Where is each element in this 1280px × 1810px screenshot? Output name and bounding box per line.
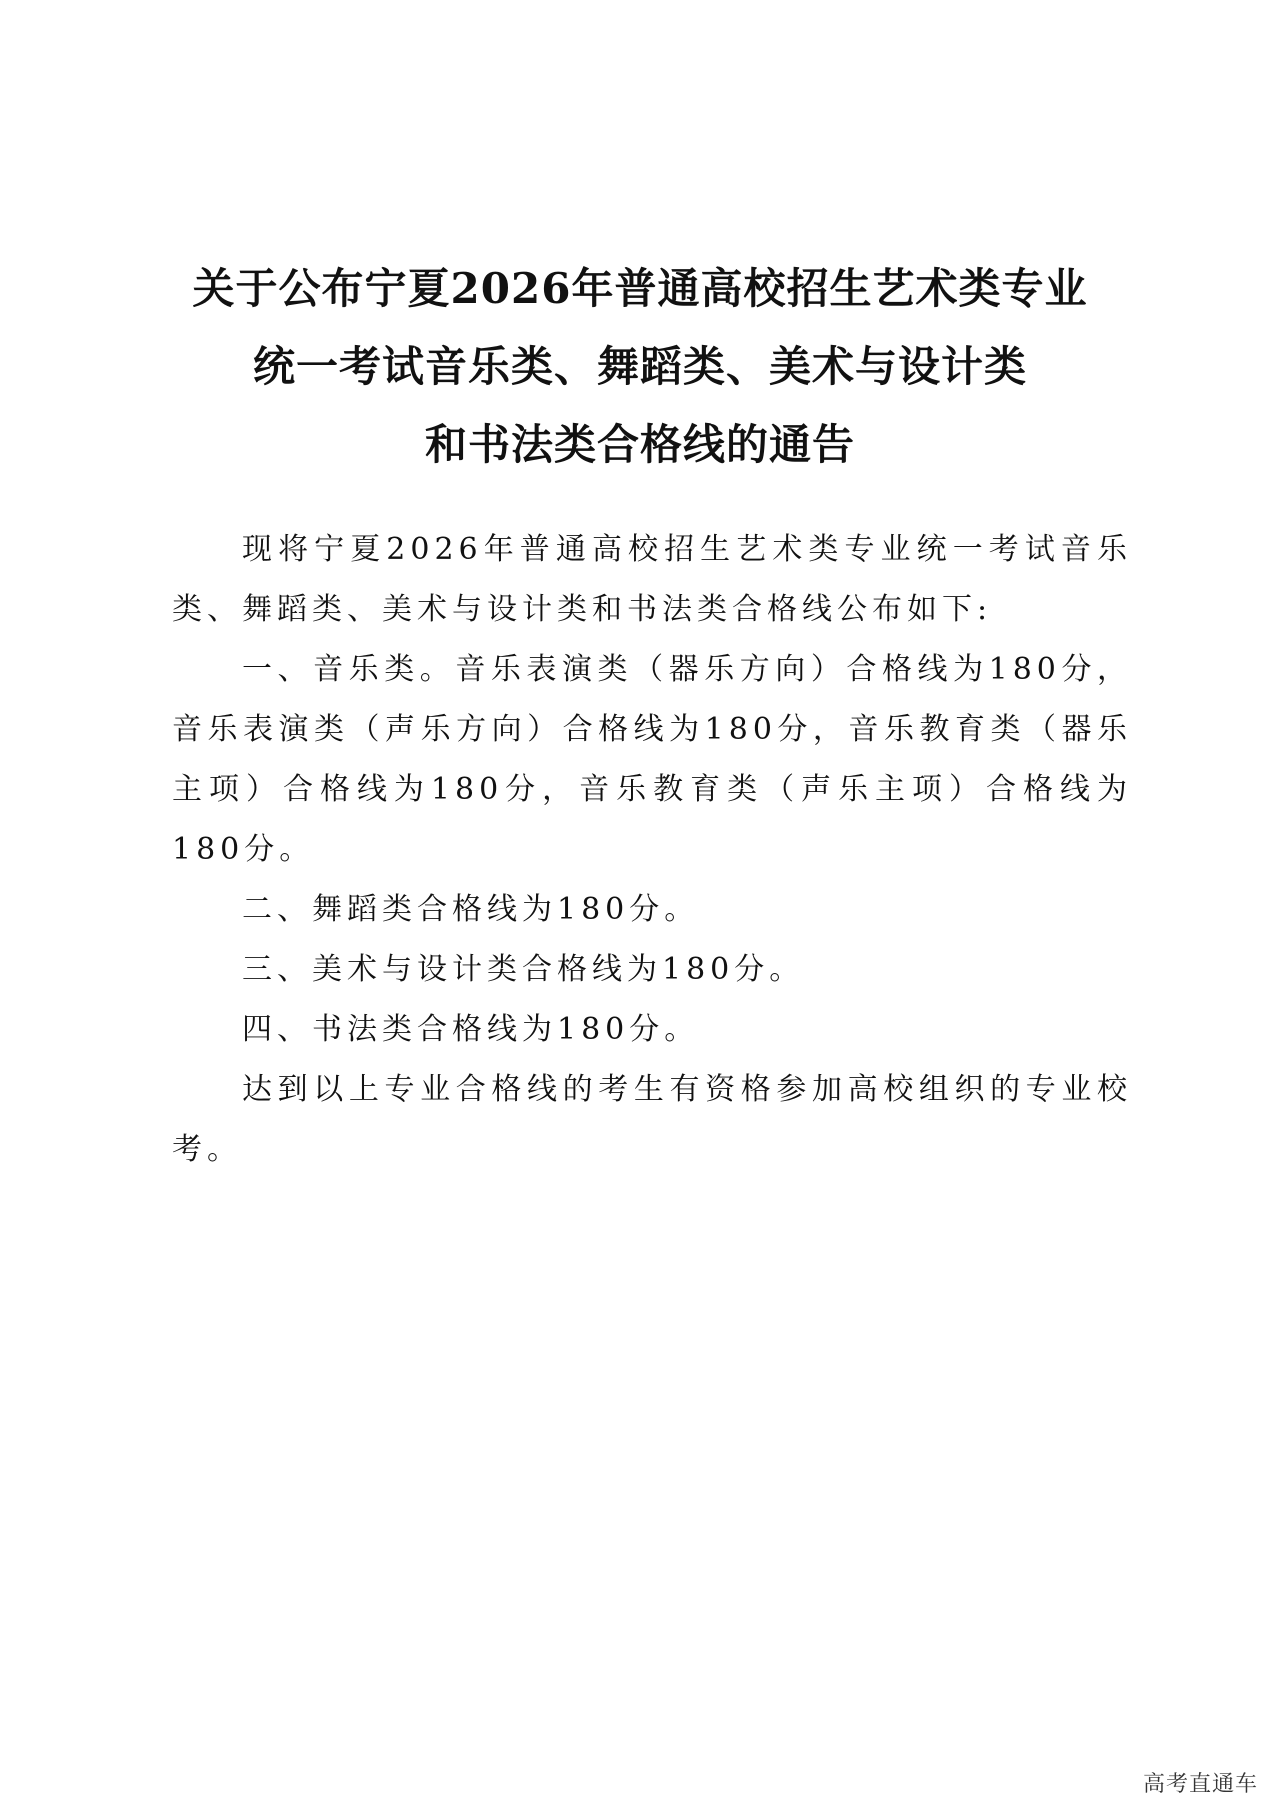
art-design-paragraph: 三、美术与设计类合格线为180分。: [242, 952, 805, 987]
title-line-3: 和书法类合格线的通告: [424, 420, 855, 469]
calligraphy-paragraph: 四、书法类合格线为180分。: [242, 1012, 700, 1047]
music-paragraph: 一、音乐类。音乐表演类（器乐方向）合格线为180分，音乐表演类（声乐方向）合格线为180分，音乐教育类（器乐主项）合格线为180分，音乐教育类（声乐主项）合格线为180分。: [172, 652, 1132, 867]
closing-paragraph: 达到以上专业合格线的考生有资格参加高校组织的专业校考。: [172, 1072, 1132, 1167]
title-line-1: 关于公布宁夏2026年普通高校招生艺术类专业: [192, 264, 1088, 313]
intro-paragraph: 现将宁夏2026年普通高校招生艺术类专业统一考试音乐类、舞蹈类、美术与设计类和书法类合格线公布如下:: [172, 532, 1132, 627]
dance-paragraph: 二、舞蹈类合格线为180分。: [242, 892, 700, 927]
document-title: [0, 250, 1280, 484]
document-body: [172, 520, 1132, 1180]
watermark-text: 高考直通车: [1142, 1772, 1258, 1797]
title-line-2: 统一考试音乐类、舞蹈类、美术与设计类: [252, 342, 1027, 391]
